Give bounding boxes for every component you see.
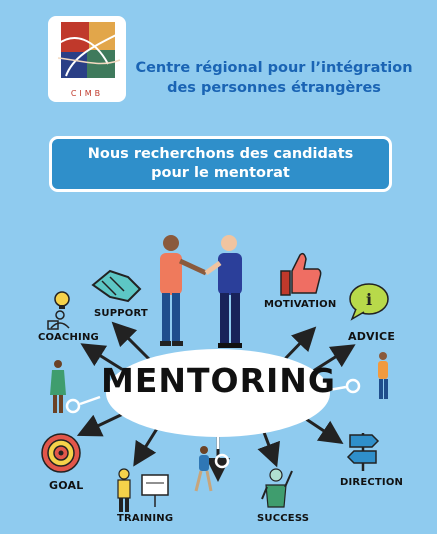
- label-training: TRAINING: [117, 513, 174, 524]
- target-icon: [42, 434, 80, 472]
- title-line-1: Centre régional pour l’intégration: [135, 60, 413, 76]
- organization-title: [128, 58, 420, 98]
- arrow-motivation: [283, 333, 310, 361]
- label-coaching: COACHING: [38, 332, 99, 343]
- label-support: SUPPORT: [94, 308, 148, 319]
- label-direction: DIRECTION: [340, 477, 404, 488]
- banner-text: Nous recherchons des candidats pour le mentorat: [87, 146, 354, 181]
- arrow-training: [138, 427, 158, 459]
- info-bubble-icon: [350, 284, 388, 319]
- cimb-logo-icon: [44, 14, 130, 106]
- handshake-figures: [160, 235, 242, 348]
- success-icon: [262, 469, 292, 507]
- arrow-support: [118, 328, 150, 360]
- mentoring-heading: MENTORING: [101, 361, 336, 400]
- label-goal: GOAL: [49, 479, 84, 492]
- cimb-logo-text: CIMB: [70, 89, 104, 98]
- handshake-icon: [93, 271, 140, 301]
- title-line-2: des personnes étrangères: [167, 80, 381, 96]
- recruitment-banner: [49, 136, 392, 192]
- training-icon: [118, 469, 168, 512]
- signpost-icon: [348, 433, 378, 471]
- coaching-icon: [48, 292, 69, 329]
- arrow-goal: [85, 413, 125, 432]
- person-bottom-icon: [196, 446, 211, 491]
- info-symbol: i: [365, 290, 373, 309]
- cimb-logo: [44, 14, 130, 106]
- label-advice: ADVICE: [348, 330, 396, 343]
- label-motivation: MOTIVATION: [264, 299, 337, 310]
- label-success: SUCCESS: [257, 513, 310, 524]
- thumbs-up-icon: [281, 254, 321, 295]
- mentoring-diagram: [0, 215, 437, 534]
